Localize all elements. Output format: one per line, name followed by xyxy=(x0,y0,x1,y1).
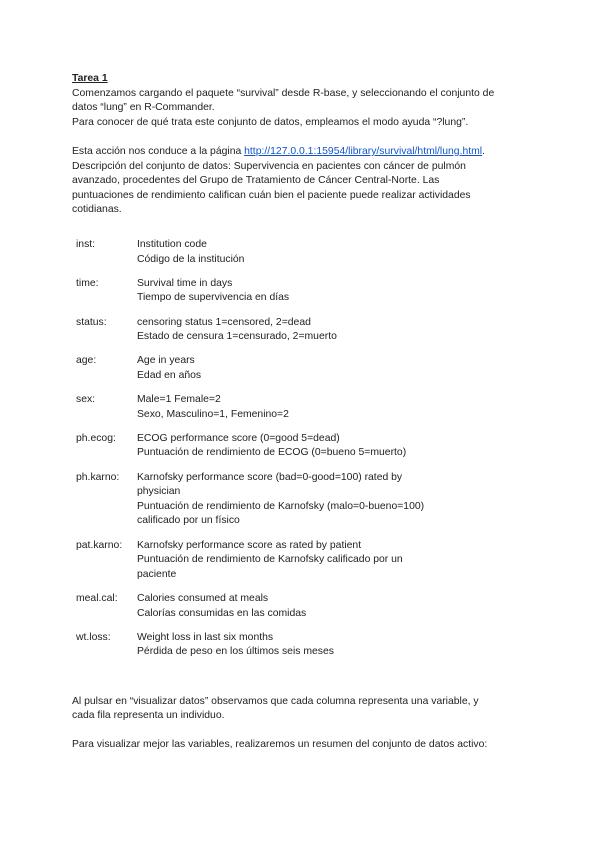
intro-line: Para conocer de qué trata este conjunto de datos, empleamos el modo ayuda “?lung”. xyxy=(72,116,469,128)
variable-row xyxy=(76,354,437,393)
summary-paragraph: Para visualizar mejor las variables, realizaremos un resumen del conjunto de datos activo: xyxy=(72,739,488,751)
variables-table xyxy=(76,238,437,670)
intro-line: Comenzamos cargando el paquete “survival” desde R-base, y seleccionando el conjunto de xyxy=(72,87,495,99)
variable-name: inst: xyxy=(76,238,96,250)
variable-description-line: Estado de censura 1=censurado, 2=muerto xyxy=(137,331,337,343)
variable-description-line: Male=1 Female=2 xyxy=(137,394,221,406)
variable-description-line: Karnofsky performance score as rated by patient xyxy=(137,539,362,551)
section-heading: Tarea 1 xyxy=(72,73,108,84)
variable-name: wt.loss: xyxy=(76,631,111,643)
variable-description-line: Código de la institución xyxy=(137,253,245,265)
variable-description xyxy=(137,316,437,355)
variable-description xyxy=(137,631,437,670)
variable-description-line: Survival time in days xyxy=(137,277,233,289)
variable-name: pat.karno: xyxy=(76,539,123,551)
variable-description-line: physician xyxy=(137,486,181,498)
variable-description-line: Institution code xyxy=(137,238,207,250)
variable-description xyxy=(137,471,437,539)
variable-description xyxy=(137,393,437,432)
variable-row xyxy=(76,631,437,670)
variable-description-line: Puntuación de rendimiento de ECOG (0=bueno 5=muerto) xyxy=(137,447,407,459)
variable-description-line: Edad en años xyxy=(137,369,202,381)
action-prefix: Esta acción nos conduce a la página xyxy=(72,145,245,157)
variable-description-line: Tiempo de supervivencia en días xyxy=(137,292,290,304)
variable-row xyxy=(76,238,437,277)
document-page xyxy=(72,72,532,753)
variable-name: time: xyxy=(76,277,99,289)
variable-row xyxy=(76,277,437,316)
variable-description-line: Age in years xyxy=(137,355,195,367)
variable-name: meal.cal: xyxy=(76,592,118,604)
variable-description-line: Puntuación de rendimiento de Karnofsky (malo=0-bueno=100) xyxy=(137,500,425,512)
variable-row xyxy=(76,316,437,355)
variable-row xyxy=(76,393,437,432)
variable-name: sex: xyxy=(76,394,96,406)
variable-name: ph.karno: xyxy=(76,471,120,483)
variable-description-line: Weight loss in last six months xyxy=(137,631,274,643)
action-paragraph xyxy=(72,145,532,160)
action-suffix: . xyxy=(482,145,485,157)
description-line: puntuaciones de rendimiento califican cuán bien el paciente puede realizar actividades xyxy=(72,189,471,201)
variable-name: ph.ecog: xyxy=(76,432,116,444)
variable-description-line: Pérdida de peso en los últimos seis meses xyxy=(137,646,334,658)
variable-description-line: censoring status 1=censored, 2=dead xyxy=(137,316,311,328)
intro-line: datos “lung” en R-Commander. xyxy=(72,102,215,114)
variable-description-line: Puntuación de rendimiento de Karnofsky calificado por un paciente xyxy=(137,554,403,580)
description-line: avanzado, procedentes del Grupo de Tratamiento de Cáncer Central-Norte. Las xyxy=(72,175,440,187)
variable-description-line: Calorías consumidas en las comidas xyxy=(137,607,307,619)
variable-description xyxy=(137,354,437,393)
variable-description-line: Calories consumed at meals xyxy=(137,592,269,604)
description-line: Descripción del conjunto de datos: Supervivencia en pacientes con cáncer de pulmón xyxy=(72,160,466,172)
closing-line: cada fila representa un individuo. xyxy=(72,710,225,722)
variable-description-line: ECOG performance score (0=good 5=dead) xyxy=(137,432,340,444)
variable-description xyxy=(137,432,437,471)
description-line: cotidianas. xyxy=(72,204,122,216)
intro-paragraph xyxy=(72,87,532,131)
variable-description xyxy=(137,592,437,631)
variable-description xyxy=(137,238,437,277)
help-page-link[interactable]: http://127.0.0.1:15954/library/survival/html/lung.html xyxy=(244,145,483,157)
variable-row xyxy=(76,592,437,631)
closing-paragraph xyxy=(72,695,532,724)
variable-name: status: xyxy=(76,316,107,328)
closing-line: Al pulsar en “visualizar datos” observamos que cada columna representa una variable, y xyxy=(72,695,479,707)
variable-description xyxy=(137,277,437,316)
variable-name: age: xyxy=(76,355,97,367)
description-paragraph xyxy=(72,160,532,218)
variable-row xyxy=(76,432,437,471)
variable-description-line: Sexo, Masculino=1, Femenino=2 xyxy=(137,408,289,420)
variable-description-line: calificado por un físico xyxy=(137,515,240,527)
variable-row xyxy=(76,539,437,592)
variable-description xyxy=(137,539,437,592)
variable-description-line: Karnofsky performance score (bad=0-good=100) rated by xyxy=(137,471,403,483)
variable-row xyxy=(76,471,437,539)
